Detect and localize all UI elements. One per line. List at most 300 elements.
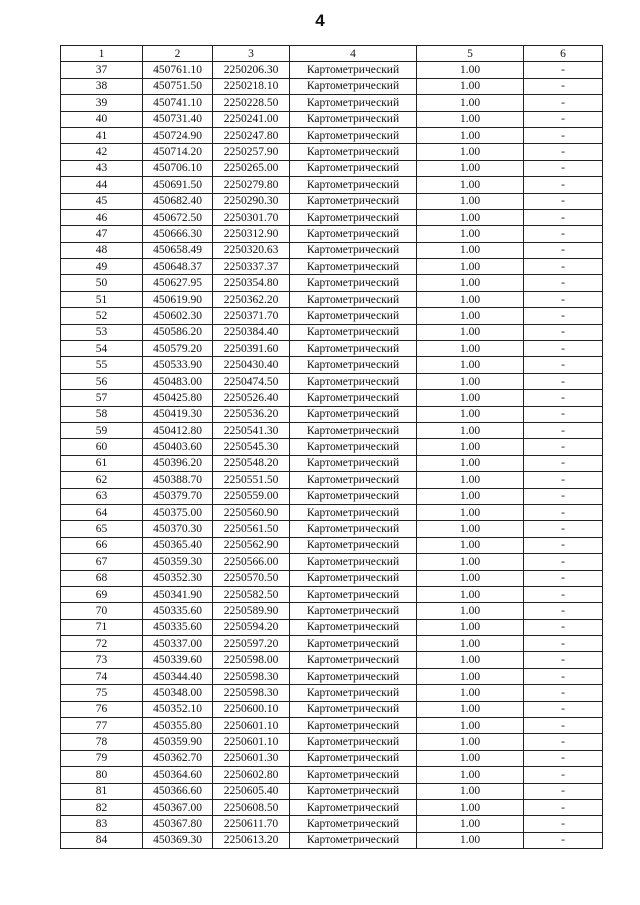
method-cell: Картометрический — [290, 816, 417, 832]
point-number-cell: 50 — [61, 275, 143, 291]
note-cell: - — [524, 291, 603, 307]
coordinate-y-cell: 2250279.80 — [213, 177, 290, 193]
note-cell: - — [524, 586, 603, 602]
accuracy-cell: 1.00 — [417, 209, 524, 225]
point-number-cell: 68 — [61, 570, 143, 586]
coordinate-x-cell: 450359.90 — [143, 734, 213, 750]
coordinate-x-cell: 450731.40 — [143, 111, 213, 127]
coordinate-x-cell: 450370.30 — [143, 521, 213, 537]
coordinate-y-cell: 2250312.90 — [213, 226, 290, 242]
coordinate-x-cell: 450619.90 — [143, 291, 213, 307]
coordinate-y-cell: 2250228.50 — [213, 95, 290, 111]
note-cell: - — [524, 570, 603, 586]
accuracy-cell: 1.00 — [417, 160, 524, 176]
point-number-cell: 64 — [61, 504, 143, 520]
table-row — [61, 586, 603, 602]
method-cell: Картометрический — [290, 701, 417, 717]
point-number-cell: 53 — [61, 324, 143, 340]
method-cell: Картометрический — [290, 341, 417, 357]
coordinate-y-cell: 2250601.10 — [213, 718, 290, 734]
coordinate-x-cell: 450579.20 — [143, 341, 213, 357]
method-cell: Картометрический — [290, 193, 417, 209]
note-cell: - — [524, 488, 603, 504]
table-row — [61, 177, 603, 193]
method-cell: Картометрический — [290, 472, 417, 488]
coordinate-x-cell: 450344.40 — [143, 668, 213, 684]
table-row — [61, 62, 603, 78]
coordinate-y-cell: 2250566.00 — [213, 554, 290, 570]
accuracy-cell: 1.00 — [417, 291, 524, 307]
coordinate-x-cell: 450419.30 — [143, 406, 213, 422]
method-cell: Картометрический — [290, 619, 417, 635]
table-row — [61, 127, 603, 143]
point-number-cell: 48 — [61, 242, 143, 258]
method-cell: Картометрический — [290, 504, 417, 520]
method-cell: Картометрический — [290, 144, 417, 160]
accuracy-cell: 1.00 — [417, 586, 524, 602]
accuracy-cell: 1.00 — [417, 341, 524, 357]
method-cell: Картометрический — [290, 586, 417, 602]
coordinate-y-cell: 2250613.20 — [213, 832, 290, 848]
table-row — [61, 668, 603, 684]
coordinate-x-cell: 450586.20 — [143, 324, 213, 340]
coordinate-x-cell: 450724.90 — [143, 127, 213, 143]
coordinate-y-cell: 2250560.90 — [213, 504, 290, 520]
method-cell: Картометрический — [290, 537, 417, 553]
coordinate-x-cell: 450396.20 — [143, 455, 213, 471]
coordinate-y-cell: 2250605.40 — [213, 783, 290, 799]
table-row — [61, 472, 603, 488]
point-number-cell: 47 — [61, 226, 143, 242]
table-row — [61, 226, 603, 242]
point-number-cell: 81 — [61, 783, 143, 799]
table-row — [61, 636, 603, 652]
table-row — [61, 111, 603, 127]
point-number-cell: 45 — [61, 193, 143, 209]
coordinates-table — [60, 45, 603, 849]
table-row — [61, 701, 603, 717]
coordinate-y-cell: 2250559.00 — [213, 488, 290, 504]
coordinate-y-cell: 2250608.50 — [213, 799, 290, 815]
coordinate-x-cell: 450648.37 — [143, 259, 213, 275]
note-cell: - — [524, 767, 603, 783]
coordinate-y-cell: 2250354.80 — [213, 275, 290, 291]
coordinate-x-cell: 450335.60 — [143, 603, 213, 619]
coordinate-y-cell: 2250598.00 — [213, 652, 290, 668]
header-cell-3: 3 — [213, 46, 290, 62]
note-cell: - — [524, 193, 603, 209]
table-row — [61, 799, 603, 815]
note-cell: - — [524, 603, 603, 619]
method-cell: Картометрический — [290, 111, 417, 127]
method-cell: Картометрический — [290, 390, 417, 406]
coordinate-y-cell: 2250570.50 — [213, 570, 290, 586]
note-cell: - — [524, 619, 603, 635]
table-row — [61, 504, 603, 520]
note-cell: - — [524, 439, 603, 455]
note-cell: - — [524, 832, 603, 848]
header-cell-2: 2 — [143, 46, 213, 62]
point-number-cell: 74 — [61, 668, 143, 684]
coordinate-x-cell: 450682.40 — [143, 193, 213, 209]
coordinate-x-cell: 450339.60 — [143, 652, 213, 668]
header-cell-6: 6 — [524, 46, 603, 62]
table-row — [61, 95, 603, 111]
point-number-cell: 52 — [61, 308, 143, 324]
note-cell: - — [524, 521, 603, 537]
table-row — [61, 439, 603, 455]
accuracy-cell: 1.00 — [417, 537, 524, 553]
accuracy-cell: 1.00 — [417, 373, 524, 389]
table-row — [61, 652, 603, 668]
table-row — [61, 537, 603, 553]
accuracy-cell: 1.00 — [417, 422, 524, 438]
point-number-cell: 38 — [61, 78, 143, 94]
coordinate-x-cell: 450533.90 — [143, 357, 213, 373]
coordinate-y-cell: 2250536.20 — [213, 406, 290, 422]
coordinate-y-cell: 2250601.10 — [213, 734, 290, 750]
table-row — [61, 275, 603, 291]
accuracy-cell: 1.00 — [417, 95, 524, 111]
note-cell: - — [524, 685, 603, 701]
method-cell: Картометрический — [290, 259, 417, 275]
point-number-cell: 75 — [61, 685, 143, 701]
coordinate-y-cell: 2250601.30 — [213, 750, 290, 766]
accuracy-cell: 1.00 — [417, 308, 524, 324]
method-cell: Картометрический — [290, 308, 417, 324]
note-cell: - — [524, 177, 603, 193]
note-cell: - — [524, 78, 603, 94]
coordinate-x-cell: 450364.60 — [143, 767, 213, 783]
point-number-cell: 61 — [61, 455, 143, 471]
note-cell: - — [524, 472, 603, 488]
point-number-cell: 56 — [61, 373, 143, 389]
coordinate-y-cell: 2250265.00 — [213, 160, 290, 176]
point-number-cell: 84 — [61, 832, 143, 848]
accuracy-cell: 1.00 — [417, 636, 524, 652]
coordinate-x-cell: 450751.50 — [143, 78, 213, 94]
note-cell: - — [524, 111, 603, 127]
coordinate-x-cell: 450658.49 — [143, 242, 213, 258]
point-number-cell: 37 — [61, 62, 143, 78]
point-number-cell: 73 — [61, 652, 143, 668]
coordinate-y-cell: 2250320.63 — [213, 242, 290, 258]
method-cell: Картометрический — [290, 750, 417, 766]
method-cell: Картометрический — [290, 406, 417, 422]
accuracy-cell: 1.00 — [417, 701, 524, 717]
point-number-cell: 57 — [61, 390, 143, 406]
coordinate-y-cell: 2250548.20 — [213, 455, 290, 471]
note-cell: - — [524, 373, 603, 389]
method-cell: Картометрический — [290, 78, 417, 94]
table-row — [61, 832, 603, 848]
accuracy-cell: 1.00 — [417, 504, 524, 520]
method-cell: Картометрический — [290, 455, 417, 471]
point-number-cell: 42 — [61, 144, 143, 160]
accuracy-cell: 1.00 — [417, 275, 524, 291]
method-cell: Картометрический — [290, 62, 417, 78]
coordinate-x-cell: 450369.30 — [143, 832, 213, 848]
coordinate-x-cell: 450359.30 — [143, 554, 213, 570]
point-number-cell: 83 — [61, 816, 143, 832]
note-cell: - — [524, 734, 603, 750]
point-number-cell: 54 — [61, 341, 143, 357]
note-cell: - — [524, 816, 603, 832]
coordinate-x-cell: 450341.90 — [143, 586, 213, 602]
note-cell: - — [524, 799, 603, 815]
method-cell: Картометрический — [290, 209, 417, 225]
method-cell: Картометрический — [290, 685, 417, 701]
coordinate-x-cell: 450362.70 — [143, 750, 213, 766]
coordinate-x-cell: 450388.70 — [143, 472, 213, 488]
accuracy-cell: 1.00 — [417, 111, 524, 127]
method-cell: Картометрический — [290, 636, 417, 652]
coordinate-x-cell: 450706.10 — [143, 160, 213, 176]
coordinate-x-cell: 450379.70 — [143, 488, 213, 504]
method-cell: Картометрический — [290, 767, 417, 783]
accuracy-cell: 1.00 — [417, 521, 524, 537]
accuracy-cell: 1.00 — [417, 472, 524, 488]
coordinate-x-cell: 450714.20 — [143, 144, 213, 160]
method-cell: Картометрический — [290, 783, 417, 799]
point-number-cell: 62 — [61, 472, 143, 488]
accuracy-cell: 1.00 — [417, 734, 524, 750]
point-number-cell: 44 — [61, 177, 143, 193]
note-cell: - — [524, 62, 603, 78]
note-cell: - — [524, 701, 603, 717]
accuracy-cell: 1.00 — [417, 767, 524, 783]
accuracy-cell: 1.00 — [417, 603, 524, 619]
point-number-cell: 69 — [61, 586, 143, 602]
note-cell: - — [524, 259, 603, 275]
note-cell: - — [524, 144, 603, 160]
point-number-cell: 78 — [61, 734, 143, 750]
accuracy-cell: 1.00 — [417, 685, 524, 701]
coordinate-y-cell: 2250337.37 — [213, 259, 290, 275]
method-cell: Картометрический — [290, 373, 417, 389]
method-cell: Картометрический — [290, 734, 417, 750]
point-number-cell: 80 — [61, 767, 143, 783]
coordinate-y-cell: 2250384.40 — [213, 324, 290, 340]
method-cell: Картометрический — [290, 275, 417, 291]
table-row — [61, 783, 603, 799]
table-row — [61, 390, 603, 406]
accuracy-cell: 1.00 — [417, 324, 524, 340]
note-cell: - — [524, 341, 603, 357]
method-cell: Картометрический — [290, 291, 417, 307]
method-cell: Картометрический — [290, 95, 417, 111]
note-cell: - — [524, 504, 603, 520]
accuracy-cell: 1.00 — [417, 455, 524, 471]
method-cell: Картометрический — [290, 422, 417, 438]
note-cell: - — [524, 275, 603, 291]
accuracy-cell: 1.00 — [417, 177, 524, 193]
coordinate-x-cell: 450691.50 — [143, 177, 213, 193]
point-number-cell: 59 — [61, 422, 143, 438]
accuracy-cell: 1.00 — [417, 750, 524, 766]
point-number-cell: 49 — [61, 259, 143, 275]
coordinate-x-cell: 450352.10 — [143, 701, 213, 717]
table-row — [61, 406, 603, 422]
table-row — [61, 619, 603, 635]
table-row — [61, 718, 603, 734]
header-cell-4: 4 — [290, 46, 417, 62]
method-cell: Картометрический — [290, 668, 417, 684]
table-row — [61, 291, 603, 307]
point-number-cell: 60 — [61, 439, 143, 455]
accuracy-cell: 1.00 — [417, 619, 524, 635]
accuracy-cell: 1.00 — [417, 570, 524, 586]
coordinate-y-cell: 2250602.80 — [213, 767, 290, 783]
point-number-cell: 58 — [61, 406, 143, 422]
accuracy-cell: 1.00 — [417, 127, 524, 143]
note-cell: - — [524, 636, 603, 652]
accuracy-cell: 1.00 — [417, 488, 524, 504]
point-number-cell: 77 — [61, 718, 143, 734]
table-row — [61, 422, 603, 438]
note-cell: - — [524, 242, 603, 258]
coordinate-y-cell: 2250301.70 — [213, 209, 290, 225]
coordinate-x-cell: 450483.00 — [143, 373, 213, 389]
coordinate-x-cell: 450602.30 — [143, 308, 213, 324]
coordinate-x-cell: 450335.60 — [143, 619, 213, 635]
coordinate-x-cell: 450403.60 — [143, 439, 213, 455]
coordinate-y-cell: 2250430.40 — [213, 357, 290, 373]
table-row — [61, 242, 603, 258]
note-cell: - — [524, 406, 603, 422]
accuracy-cell: 1.00 — [417, 668, 524, 684]
header-cell-1: 1 — [61, 46, 143, 62]
note-cell: - — [524, 652, 603, 668]
point-number-cell: 55 — [61, 357, 143, 373]
table-row — [61, 570, 603, 586]
coordinate-x-cell: 450348.00 — [143, 685, 213, 701]
method-cell: Картометрический — [290, 570, 417, 586]
coordinate-x-cell: 450761.10 — [143, 62, 213, 78]
method-cell: Картометрический — [290, 652, 417, 668]
coordinate-x-cell: 450367.00 — [143, 799, 213, 815]
note-cell: - — [524, 308, 603, 324]
note-cell: - — [524, 160, 603, 176]
accuracy-cell: 1.00 — [417, 554, 524, 570]
accuracy-cell: 1.00 — [417, 439, 524, 455]
accuracy-cell: 1.00 — [417, 783, 524, 799]
coordinate-x-cell: 450366.60 — [143, 783, 213, 799]
method-cell: Картометрический — [290, 439, 417, 455]
header-cell-5: 5 — [417, 46, 524, 62]
coordinate-y-cell: 2250290.30 — [213, 193, 290, 209]
coordinate-y-cell: 2250218.10 — [213, 78, 290, 94]
coordinate-x-cell: 450367.80 — [143, 816, 213, 832]
coordinate-y-cell: 2250600.10 — [213, 701, 290, 717]
accuracy-cell: 1.00 — [417, 390, 524, 406]
accuracy-cell: 1.00 — [417, 832, 524, 848]
method-cell: Картометрический — [290, 521, 417, 537]
point-number-cell: 72 — [61, 636, 143, 652]
method-cell: Картометрический — [290, 357, 417, 373]
coordinate-x-cell: 450741.10 — [143, 95, 213, 111]
point-number-cell: 41 — [61, 127, 143, 143]
coordinate-y-cell: 2250362.20 — [213, 291, 290, 307]
table-row — [61, 193, 603, 209]
table-header — [61, 46, 603, 62]
point-number-cell: 71 — [61, 619, 143, 635]
method-cell: Картометрический — [290, 718, 417, 734]
coordinate-y-cell: 2250597.20 — [213, 636, 290, 652]
point-number-cell: 63 — [61, 488, 143, 504]
method-cell: Картометрический — [290, 324, 417, 340]
method-cell: Картометрический — [290, 554, 417, 570]
coordinate-y-cell: 2250561.50 — [213, 521, 290, 537]
note-cell: - — [524, 750, 603, 766]
coordinate-y-cell: 2250611.70 — [213, 816, 290, 832]
method-cell: Картометрический — [290, 799, 417, 815]
accuracy-cell: 1.00 — [417, 242, 524, 258]
accuracy-cell: 1.00 — [417, 406, 524, 422]
point-number-cell: 76 — [61, 701, 143, 717]
table-row — [61, 324, 603, 340]
coordinate-y-cell: 2250598.30 — [213, 685, 290, 701]
accuracy-cell: 1.00 — [417, 799, 524, 815]
table-row — [61, 357, 603, 373]
point-number-cell: 82 — [61, 799, 143, 815]
accuracy-cell: 1.00 — [417, 226, 524, 242]
accuracy-cell: 1.00 — [417, 357, 524, 373]
accuracy-cell: 1.00 — [417, 816, 524, 832]
table-row — [61, 259, 603, 275]
coordinate-y-cell: 2250551.50 — [213, 472, 290, 488]
coordinate-x-cell: 450337.00 — [143, 636, 213, 652]
note-cell: - — [524, 357, 603, 373]
coordinate-y-cell: 2250474.50 — [213, 373, 290, 389]
point-number-cell: 67 — [61, 554, 143, 570]
table-row — [61, 685, 603, 701]
accuracy-cell: 1.00 — [417, 62, 524, 78]
page-number: 4 — [315, 11, 325, 30]
accuracy-cell: 1.00 — [417, 652, 524, 668]
note-cell: - — [524, 324, 603, 340]
table-row — [61, 160, 603, 176]
point-number-cell: 40 — [61, 111, 143, 127]
method-cell: Картометрический — [290, 832, 417, 848]
method-cell: Картометрический — [290, 127, 417, 143]
note-cell: - — [524, 537, 603, 553]
accuracy-cell: 1.00 — [417, 193, 524, 209]
note-cell: - — [524, 455, 603, 471]
note-cell: - — [524, 127, 603, 143]
coordinate-y-cell: 2250391.60 — [213, 341, 290, 357]
point-number-cell: 70 — [61, 603, 143, 619]
coordinate-x-cell: 450352.30 — [143, 570, 213, 586]
coordinate-x-cell: 450425.80 — [143, 390, 213, 406]
note-cell: - — [524, 95, 603, 111]
note-cell: - — [524, 783, 603, 799]
coordinate-x-cell: 450666.30 — [143, 226, 213, 242]
coordinate-x-cell: 450672.50 — [143, 209, 213, 225]
point-number-cell: 66 — [61, 537, 143, 553]
point-number-cell: 65 — [61, 521, 143, 537]
accuracy-cell: 1.00 — [417, 259, 524, 275]
note-cell: - — [524, 554, 603, 570]
coordinate-x-cell: 450375.00 — [143, 504, 213, 520]
note-cell: - — [524, 226, 603, 242]
note-cell: - — [524, 668, 603, 684]
coordinate-x-cell: 450365.40 — [143, 537, 213, 553]
point-number-cell: 43 — [61, 160, 143, 176]
note-cell: - — [524, 390, 603, 406]
table-row — [61, 373, 603, 389]
table-row — [61, 308, 603, 324]
